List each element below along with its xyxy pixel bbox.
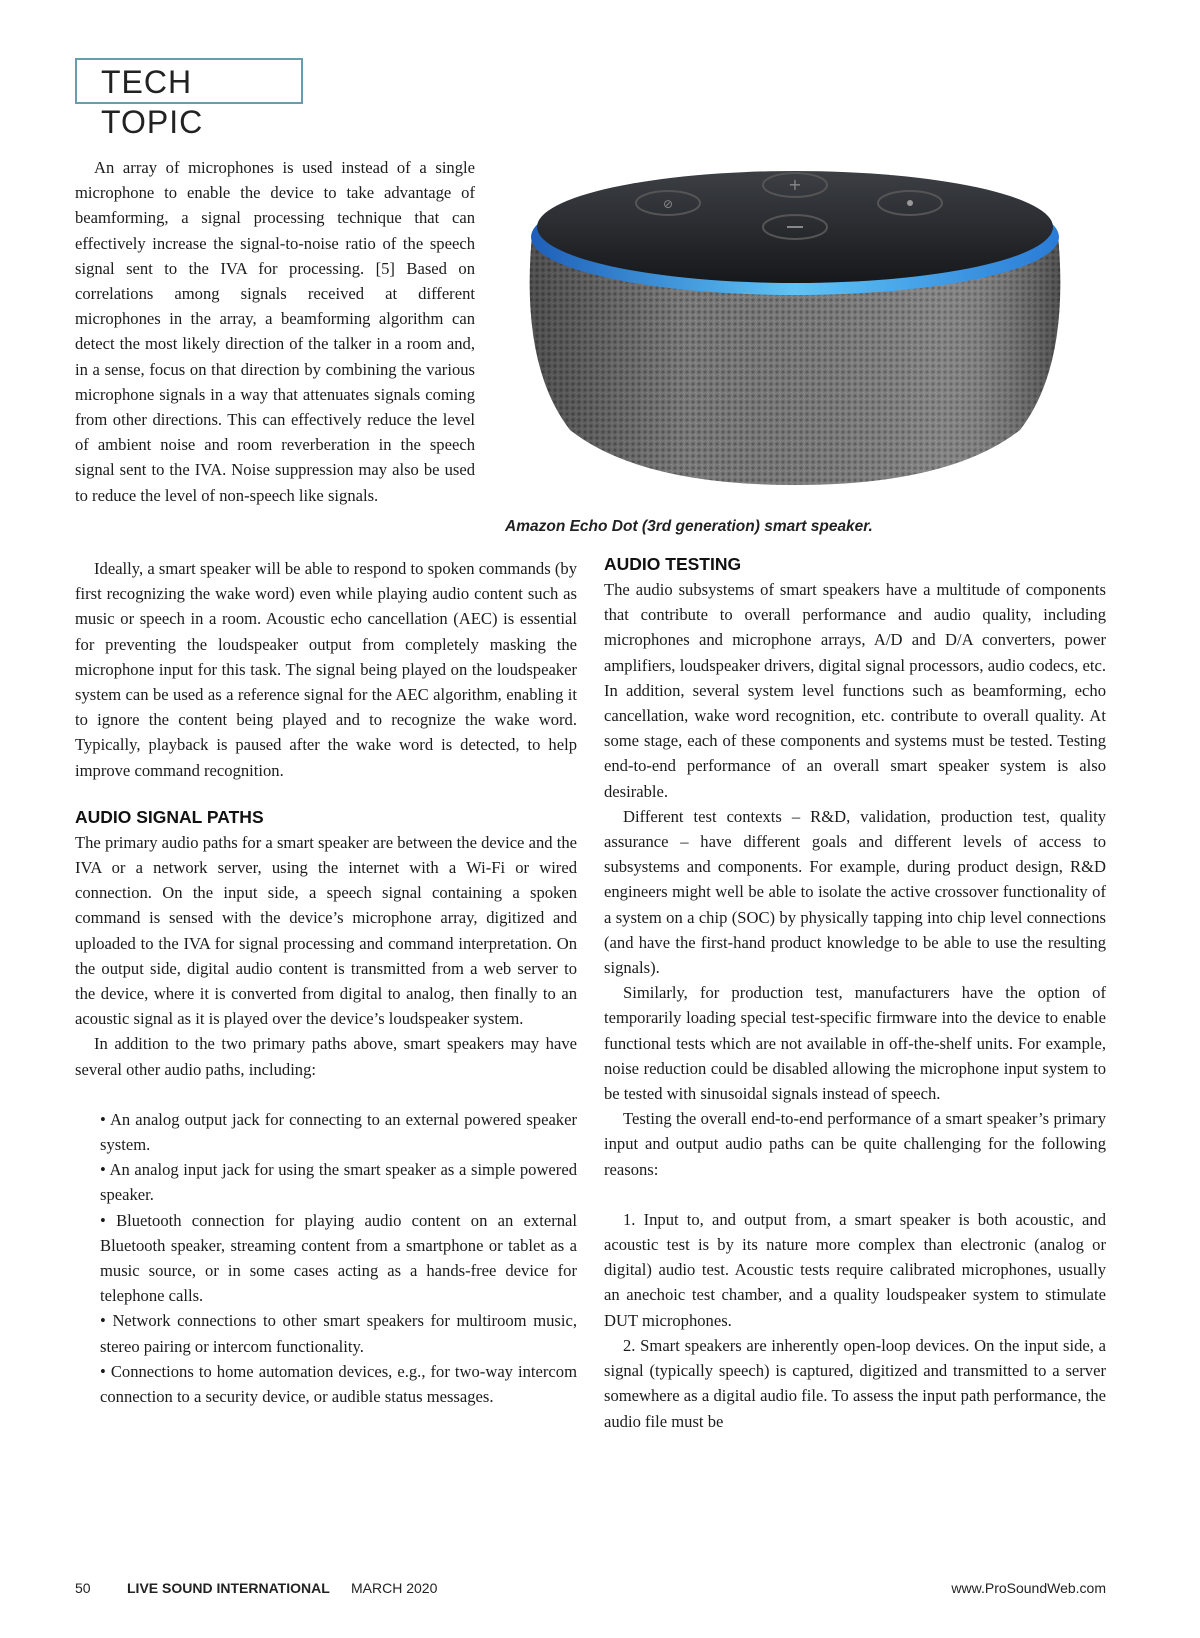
svg-text:+: + <box>788 175 802 194</box>
intro-paragraph: An array of microphones is used instead of a single microphone to enable the device to take advantage of beamforming, a signal processing technique that can effectively increase the signal-to-noise ratio of the speech signal sent to the IVA for processing. [5] Based on correlations among signals received at different microphones in the array, a beamforming algorithm can detect the most likely direction of the talker in a room and, in a sense, focus on that direction by combining the various microphone signals in a way that attenuates signals coming from other directions. This can effectively reduce the level of ambient noise and room reverberation in the speech signal sent to the IVA. Noise suppression may also be used to reduce the level of non-speech like signals. <box>75 158 475 505</box>
reason-1-paragraph: 1. Input to, and output from, a smart speaker is both acoustic, and acoustic test is by its nature more complex than electronic (analog or digital) audio test. Acoustic tests require calibrated microphones, usually an anechoic test chamber, and a quality loudspeaker system to stimulate DUT microphones. <box>604 1209 1106 1330</box>
reason-2-paragraph: 2. Smart speakers are inherently open-loop devices. On the input side, a signal (typically speech) is captured, digitized and transmitted to a server somewhere as a digital audio file. To assess the input path performance, the audio file must be <box>604 1335 1106 1431</box>
list-item: • An analog output jack for connecting to an external powered speaker system. <box>100 1109 577 1155</box>
aec-paragraph: Ideally, a smart speaker will be able to respond to spoken commands (by first recognizing the wake word) even while playing audio content such as music or speech in a room. Acoustic echo cancellation (AEC) is essential for preventing the loudspeaker output from completely masking the microphone input for this task. The signal being played on the loudspeaker system can be used as a reference signal for the AEC algorithm, enabling it to ignore the content being played and to recognize the wake word. Typically, playback is paused after the wake word is detected, to help improve command recognition. <box>75 559 577 780</box>
section-tag <box>75 58 303 140</box>
other-paths-paragraph: In addition to the two primary paths above, smart speakers may have several other audio paths, including: <box>75 1034 577 1079</box>
figure-caption: Amazon Echo Dot (3rd generation) smart speaker. <box>505 518 873 535</box>
website-link[interactable]: www.ProSoundWeb.com <box>951 1580 1106 1596</box>
left-column <box>75 556 577 1409</box>
testing-paragraph: The audio subsystems of smart speakers have a multitude of components that contribute to overall performance and audio quality, including microphones and microphone arrays, A/D and D/A converters, power amplifiers, loudspeaker drivers, digital signal processors, audio codecs, etc. In addition, several system level functions such as beamforming, echo cancellation, wake word recognition, etc. contribute to overall quality. At some stage, each of these components and systems must be tested. Testing end-to-end performance of an overall smart speaker system is also desirable. <box>604 580 1106 801</box>
svg-text:⊘: ⊘ <box>662 197 674 211</box>
audio-paths-list <box>75 1107 577 1409</box>
echo-dot-image <box>510 165 1080 500</box>
right-column <box>604 552 1106 1434</box>
issue-date: MARCH 2020 <box>351 1580 438 1596</box>
list-item: • An analog input jack for using the smart speaker as a simple powered speaker. <box>100 1160 577 1205</box>
page-number: 50 <box>75 1580 91 1596</box>
overall-testing-paragraph: Testing the overall end-to-end performance of a smart speaker’s primary input and output audio paths can be quite challenging for the following reasons: <box>604 1109 1106 1179</box>
magazine-name: LIVE SOUND INTERNATIONAL <box>127 1580 330 1596</box>
intro-column <box>75 155 475 508</box>
section-tag-label: TECH TOPIC <box>101 64 204 140</box>
list-item: • Connections to home automation devices, e.g., for two-way intercom connection to a security device, or audible status messages. <box>100 1361 577 1407</box>
signal-paths-paragraph: The primary audio paths for a smart speaker are between the device and the IVA or a network server, using the internet with a Wi-Fi or wired connection. On the input side, a speech signal containing a spoken command is sensed with the device’s microphone array, digitized and uploaded to the IVA for signal processing and command interpretation. On the output side, digital audio content is transmitted from a web server to the device, where it is converted from digital to analog, then finally to an acoustic signal as it is played over the device’s loudspeaker system. <box>75 832 577 1029</box>
test-contexts-paragraph: Different test contexts – R&D, validation, production test, quality assurance – have different goals and different levels of access to subsystems and components. For example, during product design, R&D engineers might well be able to isolate the active crossover functionality of a system on a chip (SOC) by physically tapping into chip level connections (and have the first-hand product knowledge to be able to use the resulting signals). <box>604 806 1106 978</box>
list-item: • Bluetooth connection for playing audio content on an external Bluetooth speaker, streaming content from a smartphone or tablet as a music source, or in some cases acting as a hands-free device for telephone calls. <box>100 1210 577 1306</box>
page-footer <box>75 1580 1106 1600</box>
production-test-paragraph: Similarly, for production test, manufacturers have the option of temporarily loading special test-specific firmware into the device to enable functional tests which are not available in off-the-shelf units. For example, noise reduction could be disabled allowing the microphone input system to be tested with sinusoidal signals instead of speech. <box>604 983 1106 1104</box>
list-item: • Network connections to other smart speakers for multiroom music, stereo pairing or intercom functionality. <box>100 1311 577 1356</box>
audio-testing-heading: AUDIO TESTING <box>604 554 742 574</box>
audio-signal-paths-heading: AUDIO SIGNAL PATHS <box>75 806 264 827</box>
